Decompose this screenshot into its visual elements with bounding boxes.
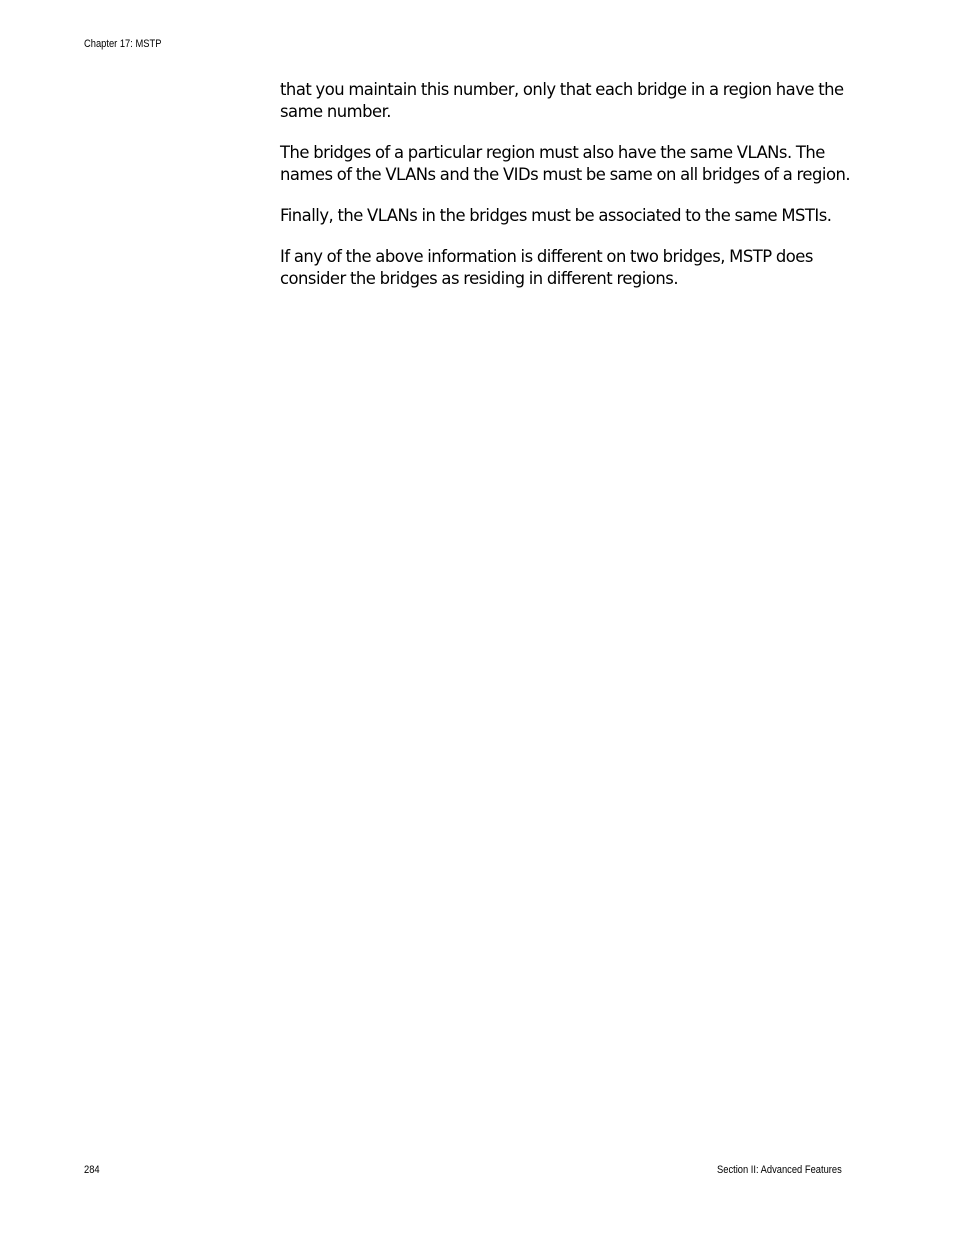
paragraph-1: that you maintain this number, only that each bridge in a region have the same number. — [280, 80, 844, 121]
running-footer-section: Section II: Advanced Features — [717, 1164, 842, 1176]
running-header: Chapter 17: MSTP — [84, 38, 162, 50]
page-number: 284 — [84, 1164, 100, 1176]
body-text — [280, 79, 860, 309]
paragraph-4: If any of the above information is different on two bridges, MSTP does consider the bridges as residing in different regions. — [280, 247, 813, 288]
paragraph-2: The bridges of a particular region must also have the same VLANs. The names of the VLANs and the VIDs must be same on all bridges of a region. — [280, 143, 851, 184]
paragraph-3: Finally, the VLANs in the bridges must be associated to the same MSTIs. — [280, 206, 832, 225]
